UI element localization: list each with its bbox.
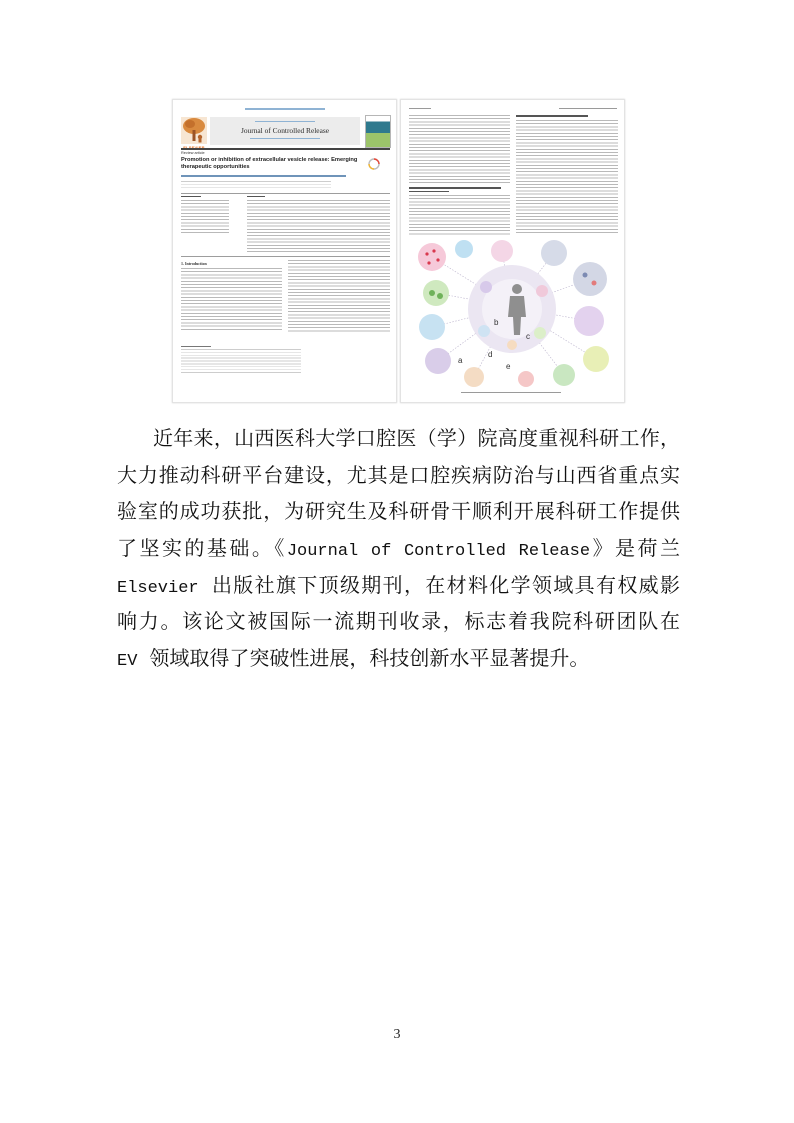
section-heading-mark — [409, 187, 501, 189]
footnote-rule — [181, 346, 211, 347]
paper-title — [181, 157, 363, 171]
article-type: Review article — [181, 151, 205, 155]
page-number: 3 — [393, 1027, 401, 1042]
figure-molecule — [592, 281, 597, 286]
figure-cell — [573, 262, 607, 296]
body-paragraph — [117, 423, 680, 680]
paragraph-text: 领域取得了突破性进展，科技创新水平显著提升。 — [137, 649, 590, 673]
figure-label-c: c — [526, 332, 530, 341]
journal-header-box — [210, 117, 360, 145]
author-list-line — [181, 175, 346, 177]
figure-cell — [418, 243, 446, 271]
paragraph-line — [117, 606, 680, 643]
paragraph-text: 出版社旗下顶级期刊，在材料化学领域具有权威影 — [198, 575, 680, 599]
affiliation-lines — [181, 181, 331, 189]
paragraph-text: 近年来，山西医科大学口腔医（学）院高度重视科研工作， — [153, 429, 680, 452]
figure-dot — [425, 252, 428, 255]
contents-list-line — [255, 121, 315, 122]
ev-abbreviation-text: EV — [117, 652, 138, 672]
journal-title-text: Journal of Controlled Release — [286, 542, 591, 562]
running-head-journal-line — [559, 108, 617, 109]
body-text-column — [409, 115, 510, 185]
body-text-column — [288, 260, 390, 332]
figure-label-a: a — [458, 356, 463, 365]
elsevier-tree-logo-icon — [181, 117, 207, 144]
keyword-lines — [181, 200, 229, 234]
figure-diagram — [414, 239, 612, 387]
figure-cell — [423, 280, 449, 306]
section-rule — [181, 193, 390, 194]
paragraph-text: 了坚实的基础。《 — [117, 539, 287, 563]
section-heading-mark — [409, 191, 449, 193]
figure-cell — [464, 367, 484, 387]
figure-cell — [583, 346, 609, 372]
footnote-lines — [181, 349, 301, 374]
figure-cell — [518, 371, 534, 387]
subsection-heading-mark — [516, 115, 588, 117]
journal-cover-image — [365, 115, 391, 148]
paragraph-text: 响力。该论文被国际一流期刊收录，标志着我院科研团队在 — [117, 612, 680, 636]
figure-dot — [429, 290, 435, 296]
journal-citation-line — [245, 108, 325, 110]
figure-cell — [455, 240, 473, 258]
figure-cell — [553, 364, 575, 386]
publisher-name-text: Elsevier — [117, 578, 199, 598]
journal-name: Journal of Controlled Release — [240, 126, 330, 135]
figure-cell — [491, 240, 513, 262]
paragraph-line — [117, 643, 680, 680]
paper-screenshot — [172, 99, 625, 403]
paragraph-line — [117, 496, 680, 533]
body-text-column — [181, 268, 282, 332]
figure-dot — [432, 249, 435, 252]
figure-label-e: e — [506, 362, 511, 371]
section-rule — [181, 256, 390, 257]
paragraph-line — [117, 533, 680, 570]
paragraph-text: 》是荷兰 — [590, 539, 680, 563]
figure-cell — [425, 348, 451, 374]
figure-cell — [541, 240, 567, 266]
header-rule — [181, 148, 390, 150]
paragraph-line — [117, 460, 680, 497]
figure-label-d: d — [488, 350, 493, 359]
body-text-column — [409, 195, 510, 235]
figure-dot — [437, 293, 443, 299]
paragraph-line — [117, 570, 680, 607]
running-head-author-line — [409, 108, 431, 109]
journal-homepage-line — [250, 138, 320, 139]
paper-page-right — [400, 99, 625, 403]
abstract-heading-mark — [247, 196, 265, 197]
figure-cell — [419, 314, 445, 340]
paragraph-text: 验室的成功获批，为研究生及科研骨干顺利开展科研工作提供 — [117, 502, 680, 526]
paragraph-text: 大力推动科研平台建设，尤其是口腔疾病防治与山西省重点实 — [117, 465, 680, 489]
figure-dot — [427, 261, 430, 264]
paper-title-line: Promotion or inhibition of extracellular vesicle release: Emerging — [181, 157, 358, 163]
paragraph-line — [117, 423, 680, 460]
figure-label-b: b — [494, 318, 499, 327]
check-for-updates-icon — [368, 158, 380, 170]
figure-caption-line — [461, 392, 561, 393]
article-info-heading-mark — [181, 196, 201, 197]
figure-cell — [574, 306, 604, 336]
paper-page-left — [172, 99, 397, 403]
figure-dot — [436, 258, 439, 261]
abstract-lines — [247, 200, 390, 252]
body-text-column — [516, 120, 618, 235]
introduction-heading: 1. Introduction — [181, 261, 207, 266]
paper-title-line: therapeutic opportunities — [181, 164, 250, 170]
figure-molecule — [583, 273, 588, 278]
